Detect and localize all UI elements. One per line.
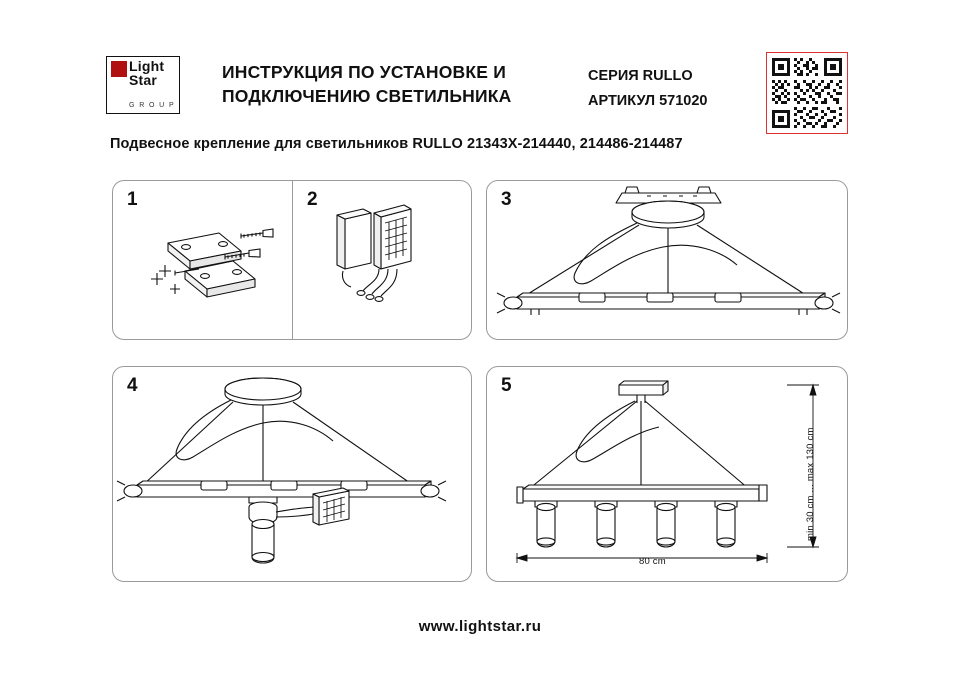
height-dimension-label: min 30 cm ... max 130 cm: [805, 427, 816, 541]
logo-line-2: Star: [129, 72, 158, 89]
step-5-panel: [486, 366, 848, 582]
step-2-number: 2: [307, 189, 318, 210]
step-4-panel: [112, 366, 472, 582]
width-dimension-label: 80 сm: [639, 556, 666, 567]
product-info: [588, 64, 778, 115]
step-4-illustration: [113, 367, 473, 583]
step-3-panel: [486, 180, 848, 340]
logo-group-text: G R O U P: [129, 102, 176, 109]
logo-red-square: [111, 61, 127, 77]
logo-line-1: Light: [129, 58, 165, 74]
step-4-number: 4: [127, 375, 138, 396]
step-5-number: 5: [501, 375, 512, 396]
document-title: [222, 60, 562, 108]
step-2-illustration: [293, 181, 473, 341]
title-line-1: ИНСТРУКЦИЯ ПО УСТАНОВКЕ И: [222, 62, 506, 82]
header: [0, 24, 960, 114]
title-line-2: ПОДКЛЮЧЕНИЮ СВЕТИЛЬНИКА: [222, 86, 512, 107]
step-5-illustration: [487, 367, 849, 583]
qr-code-image: [767, 53, 847, 133]
footer-website: www.lightstar.ru: [418, 618, 542, 635]
page-subtitle: Подвесное крепление для светильников RULLO 21343Х-214440, 214486-214487: [110, 136, 683, 152]
step-3-number: 3: [501, 189, 512, 210]
article-label: АРТИКУЛ 571020: [588, 93, 708, 110]
logo-wordmark: [129, 59, 179, 88]
qr-code: [766, 52, 848, 134]
step-1-illustration: [113, 181, 293, 341]
lightstar-logo: [106, 56, 180, 114]
step-1-number: 1: [127, 189, 138, 210]
step-3-illustration: [487, 181, 849, 341]
series-label: СЕРИЯ RULLO: [588, 68, 693, 84]
step-1-panel: [112, 180, 292, 340]
step-2-panel: [292, 180, 472, 340]
